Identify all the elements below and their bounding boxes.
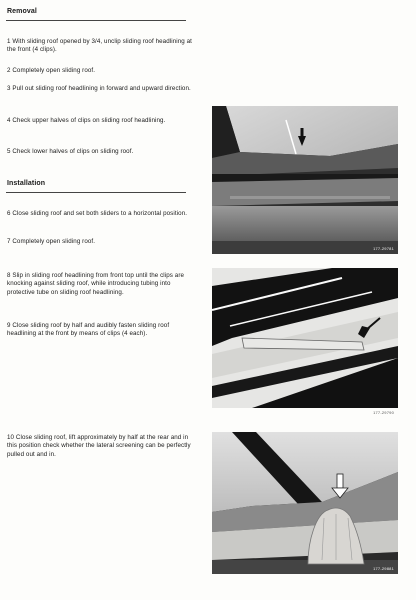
step-10: 10 Close sliding roof, lift approximately by half at the rear and in this position check whether the lateral screening can be perfectly pulled out and in. — [7, 434, 191, 458]
figure-code: 177-29790 — [373, 410, 394, 415]
figure-code: 177-29881 — [373, 566, 394, 571]
step-3: 3 Pull out sliding roof headlining in forward and upward direction. — [7, 85, 191, 92]
step-6: 6 Close sliding roof and set both sliders to a horizontal position. — [7, 210, 188, 217]
removal-heading: Removal — [7, 8, 37, 15]
installation-heading: Installation — [7, 180, 46, 187]
photo-headlining-clips — [212, 106, 398, 254]
figure-code: 177-29781 — [373, 246, 394, 251]
photo-headlining-slip-in — [212, 268, 398, 418]
photo-lateral-screening-check — [212, 432, 398, 574]
installation-divider — [6, 192, 186, 193]
step-1: 1 With sliding roof opened by 3/4, unclip sliding roof headlining at the front (4 clips). — [7, 38, 192, 54]
step-5: 5 Check lower halves of clips on sliding roof. — [7, 148, 134, 155]
step-7: 7 Completely open sliding roof. — [7, 238, 96, 245]
step-4: 4 Check upper halves of clips on sliding roof headlining. — [7, 117, 166, 124]
step-9: 9 Close sliding roof by half and audibly fasten sliding roof headlining at the front by means of clips (4 each). — [7, 322, 170, 338]
step-2: 2 Completely open sliding roof. — [7, 67, 96, 74]
step-8: 8 Slip in sliding roof headlining from front top until the clips are knocking against sliding roof, while introducing tubing into protective tube on sliding roof headlining. — [7, 272, 185, 296]
removal-divider — [6, 20, 186, 21]
